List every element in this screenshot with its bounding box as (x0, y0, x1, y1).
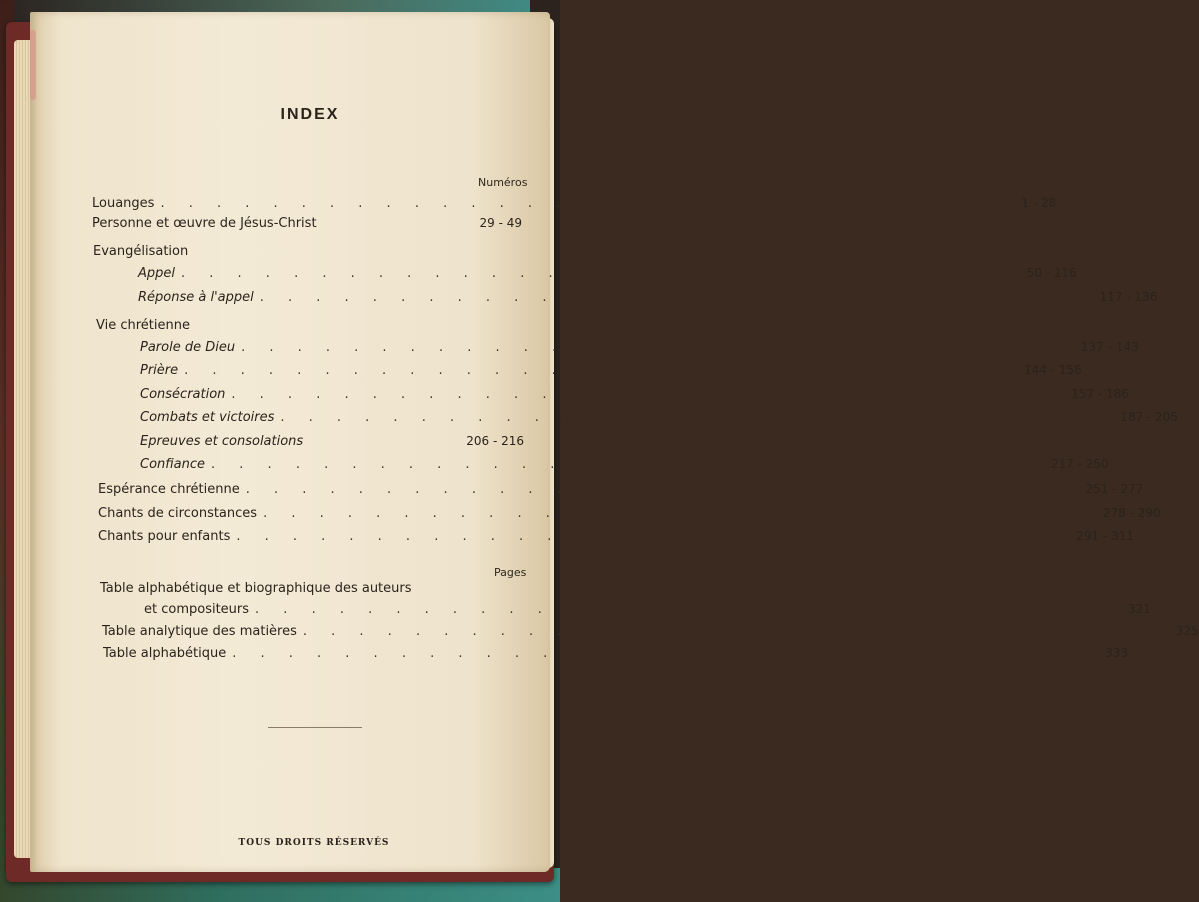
entry-range: 278 - 290 (1102, 506, 1161, 520)
entry-label: Epreuves et consolations (140, 434, 304, 449)
leader-dots: . . . . . . . . . . . . . . . . . . . . . . . . . . . . . . (181, 266, 1015, 281)
entry-range: 144 - 156 (1023, 363, 1082, 377)
leader-dots: . . . . . . . . . . . . . . . . . . . . . . . . . . . . . . (280, 410, 1115, 425)
index-entry (98, 482, 1144, 497)
entry-label: Combats et victoires (140, 410, 275, 425)
entry-label: Table alphabétique (103, 646, 227, 661)
leader-dots: . . . . . . . . . . . . . . . . . . . . . . . . . . . . . . (211, 457, 1045, 472)
index-entry (140, 363, 1082, 378)
entry-page: 333 (1105, 646, 1129, 660)
footer-rights: TOUS DROITS RÉSERVÉS (238, 838, 390, 848)
index-entry (103, 646, 1129, 661)
numeros-header: Numéros (478, 176, 528, 189)
leader-dots: . . . . . . . . . . . . . . . . . . . . . . . . . . . . . . (184, 363, 1018, 378)
index-entry (98, 506, 1161, 521)
index-entry (102, 624, 1199, 639)
index-entry (144, 602, 1151, 617)
entry-range: 291 - 311 (1076, 529, 1134, 543)
index-entry (138, 290, 1158, 305)
entry-label: Chants pour enfants (98, 529, 231, 544)
leader-dots: . . . . . . . . . . . . . . . . . . . . . . . . . . . . . . (160, 196, 995, 211)
leader-dots: . . . . . . . . . . . . . . . . . . . . . . . . . . . . . . (245, 482, 1080, 497)
entry-page: 321 (1127, 602, 1151, 616)
heading-evangelisation: Evangélisation (93, 244, 189, 259)
entry-label: Prière (140, 363, 179, 378)
leader-dots: . . . . . . . . . . . . . . . . . . . . . . . . . . . . . . (263, 506, 1097, 521)
entry-label: Confiance (140, 457, 206, 472)
entry-label: et compositeurs (144, 602, 250, 617)
entry-range: 206 - 216 (466, 434, 524, 448)
index-entry (140, 387, 1129, 402)
page-title: INDEX (280, 106, 340, 123)
index-entry (140, 457, 1109, 472)
entry-range: 1 - 28 (1021, 196, 1057, 210)
entry-label: Parole de Dieu (140, 340, 236, 355)
leader-dots: . . . . . . . . . . . . . . . . . . . . . . . . . . . . . . (241, 340, 1075, 355)
entry-label: Louanges (92, 196, 155, 211)
heading-vie-chretienne: Vie chrétienne (96, 318, 190, 333)
entry-label: Consécration (140, 387, 226, 402)
index-entry (140, 340, 1139, 355)
leader-dots: . . . . . . . . . . . . . . . . . . . . . . . . . . . . . . (236, 529, 1071, 544)
leader-dots: . . . . . . . . . . . . . . . . . . . . . . . . . . . . . . (255, 602, 1089, 617)
entry-label: Appel (138, 266, 176, 281)
pages-header: Pages (494, 566, 527, 579)
leader-dots: . . . . . . . . . . . . . . . . . . . . . . . . . . . . . . (231, 387, 1066, 402)
index-entry (140, 410, 1178, 425)
index-entry (138, 266, 1077, 281)
leader-dots: . . . . . . . . . . . . . . . . . . . . . . . . . . . . . . (302, 624, 1137, 639)
entry-label: Réponse à l'appel (138, 290, 254, 305)
leader-dots: . . . . . . . . . . . . . . . . . . . . . . . . . . . . . . (232, 646, 1067, 661)
entry-range: 217 - 250 (1050, 457, 1109, 471)
index-entry (92, 196, 1057, 211)
table-bio-line1: Table alphabétique et biographique des auteurs (100, 581, 412, 596)
entry-label: Espérance chrétienne (98, 482, 240, 497)
index-entry (140, 434, 524, 449)
index-entry (92, 216, 522, 231)
entry-range: 50 - 116 (1026, 266, 1077, 280)
entry-label: Chants de circonstances (98, 506, 258, 521)
leader-dots: . . . . . . . . . . . . . . . . . . . . . . . . . . . . . . (259, 290, 1094, 305)
entry-range: 251 - 277 (1085, 482, 1144, 496)
entry-range: 187 - 205 (1120, 410, 1178, 424)
entry-range: 29 - 49 (479, 216, 522, 230)
divider-line (268, 727, 362, 728)
entry-range: 157 - 186 (1071, 387, 1129, 401)
entry-range: 117 - 136 (1099, 290, 1158, 304)
entry-label: Personne et œuvre de Jésus-Christ (92, 216, 317, 231)
index-entry (98, 529, 1134, 544)
entry-page: 325 (1175, 624, 1199, 638)
entry-range: 137 - 143 (1080, 340, 1139, 354)
entry-label: Table analytique des matières (102, 624, 297, 639)
